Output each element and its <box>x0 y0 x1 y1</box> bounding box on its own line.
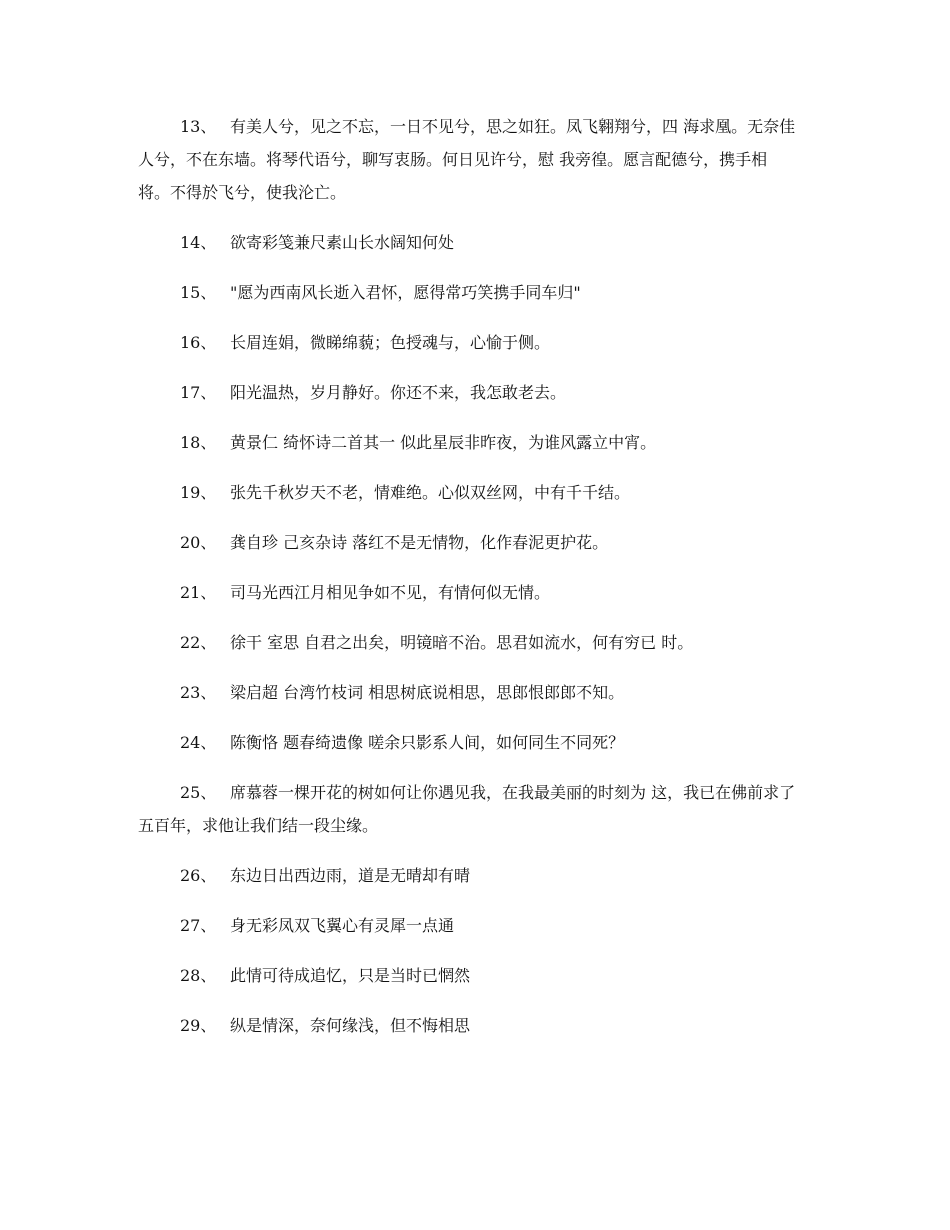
entry-text: 东边日出西边雨，道是无晴却有晴 <box>230 866 471 885</box>
entry-text: 身无彩凤双飞翼心有灵犀一点通 <box>230 916 455 935</box>
entry-text: 陈衡恪 题春绮遗像 嗟余只影系人间，如何同生不同死？ <box>230 733 625 752</box>
entry-number: 16、 <box>180 333 217 352</box>
list-item <box>138 726 798 759</box>
entry-number: 26、 <box>180 866 217 885</box>
entry-text: 司马光西江月相见争如不见，有情何似无情。 <box>230 583 551 602</box>
entry-number: 23、 <box>180 683 217 702</box>
entry-number: 13、 <box>180 117 217 136</box>
entry-number: 17、 <box>180 383 217 402</box>
list-item <box>138 426 798 459</box>
entry-number: 25、 <box>180 783 217 802</box>
entry-text: 此情可待成追忆，只是当时已惘然 <box>230 966 471 985</box>
list-item <box>138 1009 798 1042</box>
list-item <box>138 476 798 509</box>
list-item <box>138 276 798 309</box>
entry-text: 席慕蓉一棵开花的树如何让你遇见我，在我最美丽的时刻为 这，我已在佛前求了五百年，求他让我们结一段尘缘。 <box>138 783 796 835</box>
entry-number: 29、 <box>180 1016 217 1035</box>
entry-number: 21、 <box>180 583 217 602</box>
list-item <box>138 909 798 942</box>
list-item <box>138 776 798 842</box>
list-item <box>138 859 798 892</box>
entry-text: 阳光温热，岁月静好。你还不来，我怎敢老去。 <box>230 383 567 402</box>
entry-number: 14、 <box>180 233 217 252</box>
list-item <box>138 959 798 992</box>
list-item <box>138 376 798 409</box>
entry-number: 28、 <box>180 966 217 985</box>
entry-number: 15、 <box>180 283 217 302</box>
entry-text: 张先千秋岁天不老，情难绝。心似双丝网，中有千千结。 <box>230 483 631 502</box>
list-item <box>138 326 798 359</box>
entry-text: 徐干 室思 自君之出矣，明镜暗不治。思君如流水，何有穷已 时。 <box>230 633 694 652</box>
list-item <box>138 576 798 609</box>
list-item <box>138 226 798 259</box>
entry-list <box>138 110 798 1059</box>
entry-text: 纵是情深，奈何缘浅，但不悔相思 <box>230 1016 471 1035</box>
entry-number: 20、 <box>180 533 217 552</box>
list-item <box>138 110 798 209</box>
entry-number: 22、 <box>180 633 217 652</box>
list-item <box>138 676 798 709</box>
entry-text: 有美人兮，见之不忘，一日不见兮，思之如狂。凤飞翱翔兮，四 海求凰。无奈佳人兮，不在东墙。将琴代语兮，聊写衷肠。何日见许兮，慰 我旁徨。愿言配德兮，携手相将。不得於飞兮，使我沦亡。 <box>138 117 796 202</box>
entry-text: 龚自珍 己亥杂诗 落红不是无情物，化作春泥更护花。 <box>230 533 609 552</box>
entry-number: 18、 <box>180 433 217 452</box>
entry-number: 27、 <box>180 916 217 935</box>
entry-number: 19、 <box>180 483 217 502</box>
entry-text: 欲寄彩笺兼尺素山长水阔知何处 <box>230 233 455 252</box>
list-item <box>138 626 798 659</box>
entry-text: "愿为西南风长逝入君怀，愿得常巧笑携手同车归" <box>230 283 581 302</box>
entry-text: 梁启超 台湾竹枝词 相思树底说相思，思郎恨郎郎不知。 <box>230 683 625 702</box>
entry-text: 黄景仁 绮怀诗二首其一 似此星辰非昨夜，为谁风露立中宵。 <box>230 433 657 452</box>
entry-text: 长眉连娟，微睇绵藐；色授魂与，心愉于侧。 <box>230 333 551 352</box>
entry-number: 24、 <box>180 733 217 752</box>
list-item <box>138 526 798 559</box>
